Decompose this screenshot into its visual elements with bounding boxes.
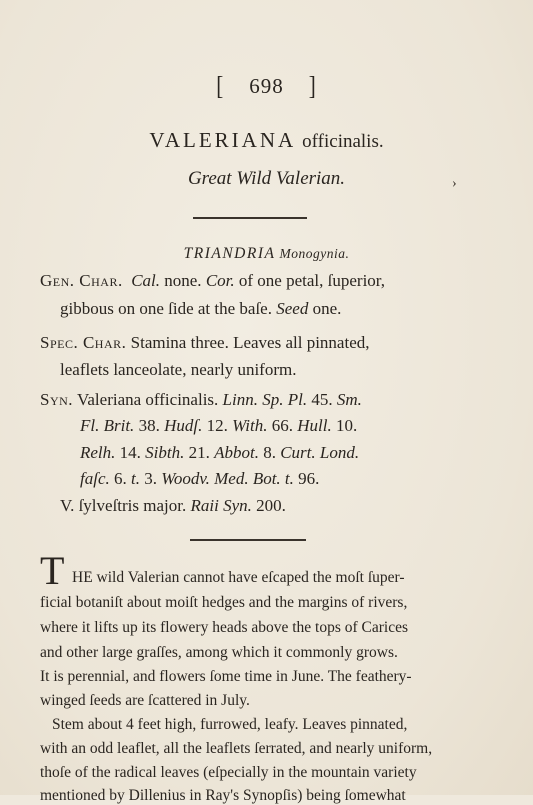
text-segment: 66. (267, 416, 298, 435)
body-line: It is perennial, and flowers ſome time in June. The feathery- (40, 668, 412, 685)
bracket-open: [ (216, 70, 225, 101)
gen-char-label: Gen. Char. (40, 271, 123, 290)
page-number-value: 698 (249, 74, 284, 98)
gen-char-line-2 (60, 299, 341, 319)
body-line: mentioned by Dillenius in Ray's Synopſis) being ſomewhat (40, 787, 406, 804)
bracket-close: ] (308, 70, 317, 101)
body-line: where it lifts up its flowery heads above the tops of Carices (40, 619, 409, 636)
text-segment: Sm. (336, 390, 362, 409)
text-segment: Woodv. Med. Bot. t. (161, 469, 294, 488)
page-title (0, 128, 533, 153)
syn-line-5 (60, 496, 286, 516)
order-name: Monogynia. (279, 246, 350, 261)
genus-name: VALERIANA (149, 128, 297, 152)
text-segment: t. (131, 469, 140, 488)
drop-cap: T (40, 548, 65, 593)
text-segment: gibbous on one ſide at the baſe. (60, 299, 277, 318)
text-segment: Linn. Sp. Pl. (222, 390, 308, 409)
text-segment: of one petal, ſuperior, (234, 271, 386, 290)
text-segment: Cor. (205, 271, 235, 290)
text-segment: faſc. (80, 469, 110, 488)
text-segment: 96. (293, 469, 320, 488)
margin-mark: › (452, 176, 457, 191)
page-number (0, 70, 533, 101)
text-segment: Stamina three. Leaves all pinnated, (126, 333, 370, 352)
text-segment: 38. (134, 416, 165, 435)
syn-line-4 (80, 469, 319, 489)
classification (0, 245, 533, 263)
text-segment: 10. (331, 416, 358, 435)
text-segment: Seed (276, 299, 309, 318)
syn-line-1 (40, 390, 362, 410)
body-line: winged ſeeds are ſcattered in July. (40, 692, 250, 709)
text-segment: 14. (115, 443, 146, 462)
body-line: thoſe of the radical leaves (eſpecially in the mountain variety (40, 764, 417, 781)
spec-char-line-2: leaflets lanceolate, nearly uniform. (60, 360, 297, 379)
text-segment: With. (232, 416, 268, 435)
body-line: ficial botaniſt about moiſt hedges and the margins of rivers, (40, 594, 408, 611)
text-segment: Curt. Lond. (280, 443, 360, 462)
text-segment: Valeriana officinalis. (73, 390, 223, 409)
text-segment: 200. (251, 496, 286, 515)
spec-char-label: Spec. Char. (40, 333, 127, 352)
gen-char-line-1 (40, 271, 385, 291)
class-name: TRIANDRIA (183, 245, 276, 262)
syn-line-2 (80, 416, 357, 436)
text-segment: Hudſ. (164, 416, 203, 435)
text-segment: Sibth. (145, 443, 185, 462)
text-segment: Raii Syn. (190, 496, 252, 515)
text-segment: V. ſylveſtris major. (60, 496, 191, 515)
text-segment: 45. (307, 390, 337, 409)
spec-char-line-1 (40, 333, 370, 353)
text-segment: 3. (139, 469, 162, 488)
divider-rule-top (193, 217, 307, 219)
syn-label: Syn. (40, 390, 74, 409)
text-segment: 21. (184, 443, 215, 462)
text-segment: 8. (258, 443, 281, 462)
text-segment: Fl. Brit. (80, 416, 135, 435)
body-line: and other large graſſes, among which it commonly grows. (40, 644, 398, 661)
text-segment: one. (308, 299, 342, 318)
text-segment: 12. (202, 416, 233, 435)
text-segment: Abbot. (214, 443, 259, 462)
species-name: officinalis. (302, 131, 384, 152)
common-name: Great Wild Valerian. (187, 168, 346, 189)
text-segment: none. (160, 271, 206, 290)
text-segment: Relh. (80, 443, 116, 462)
body-line: Stem about 4 feet high, furrowed, leafy. Leaves pinnated, (52, 716, 408, 733)
text-segment: 6. (109, 469, 131, 488)
divider-rule-bottom (190, 539, 306, 541)
text-segment: Hull. (297, 416, 332, 435)
text-segment: Cal. (131, 271, 161, 290)
syn-line-3 (80, 443, 359, 463)
body-line: HE wild Valerian cannot have eſcaped the moſt ſuper- (72, 569, 405, 586)
body-line: with an odd leaflet, all the leaflets ſerrated, and nearly uniform, (40, 740, 433, 757)
